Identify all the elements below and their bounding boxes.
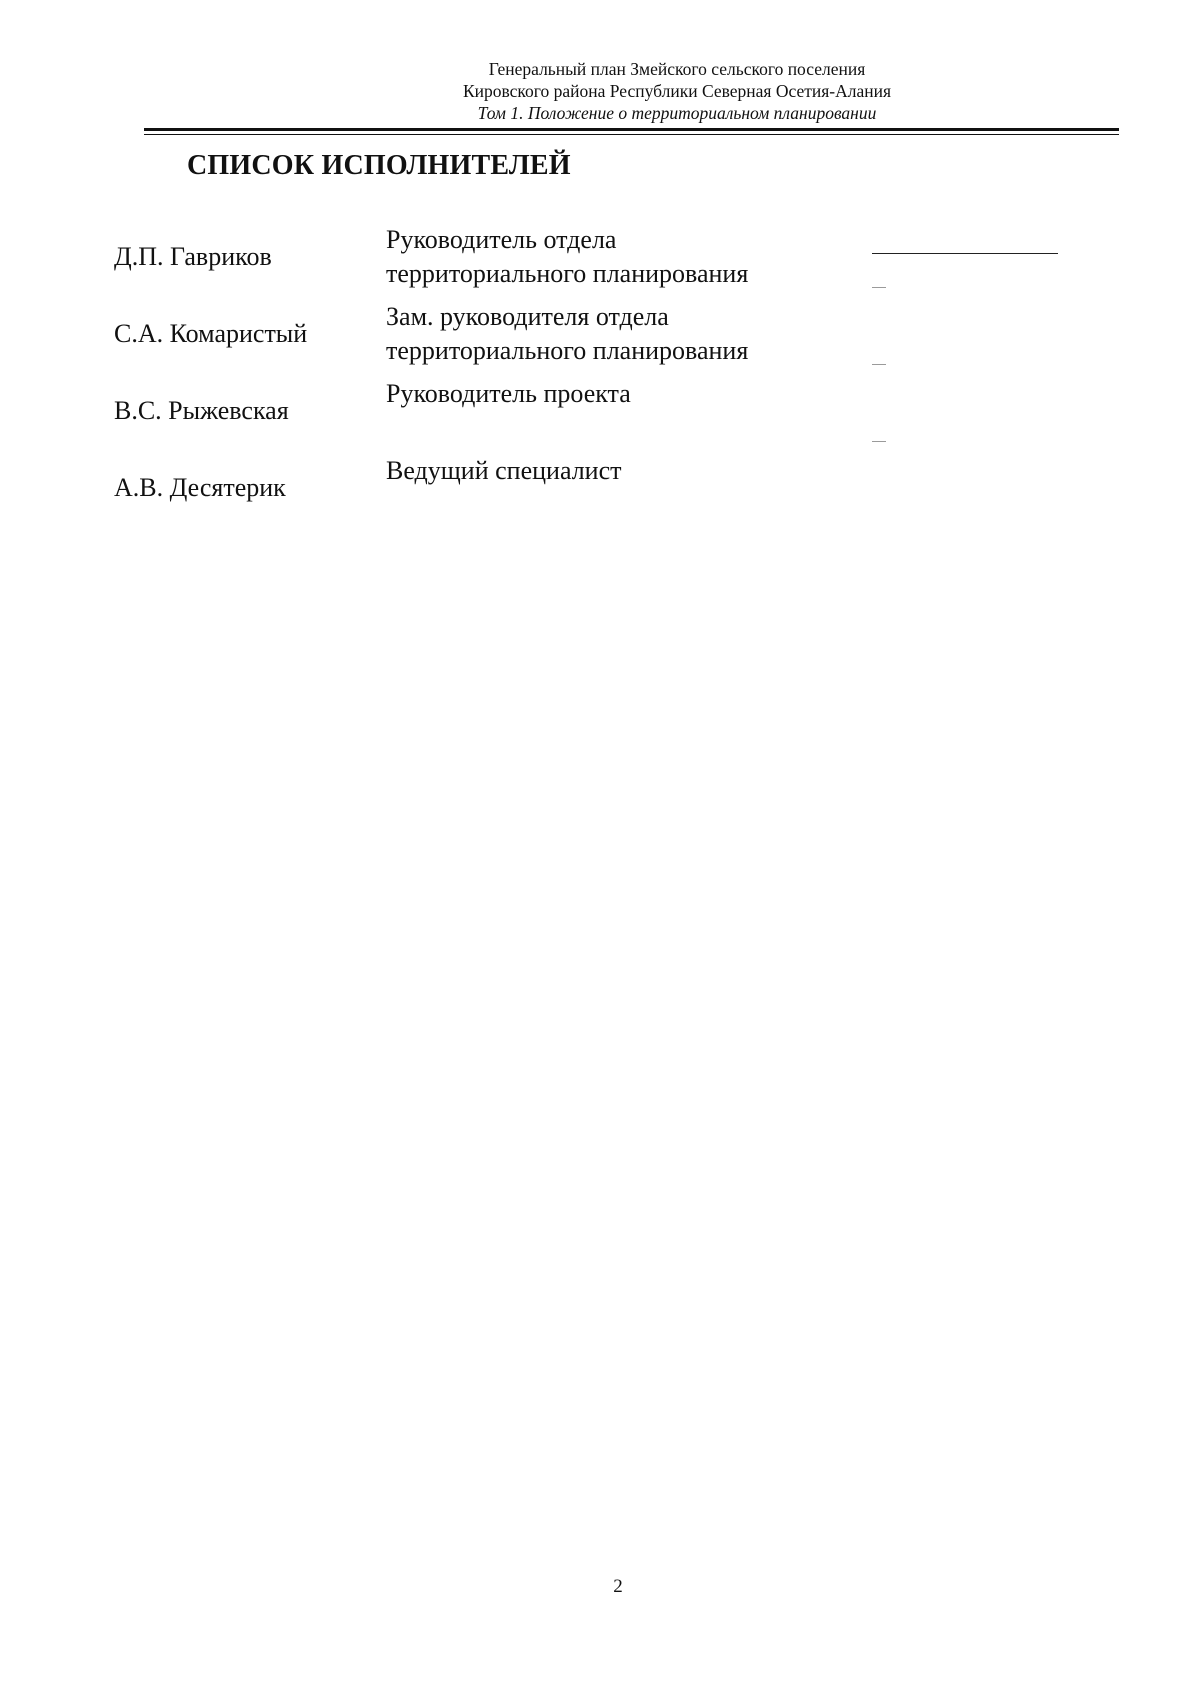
signature-line [872,253,1058,254]
executor-role [386,223,748,291]
executor-row [0,300,1200,378]
executor-role-line-2: территориального планирования [386,259,749,288]
executor-row [0,377,1200,455]
executor-name: А.В. Десятерик [114,473,286,502]
header-rule-thick [144,128,1119,131]
signature-dash [872,364,886,365]
executor-role-line-2: территориального планирования [386,336,749,365]
signature-dash [872,441,886,442]
page-title: СПИСОК ИСПОЛНИТЕЛЕЙ [187,150,571,181]
executor-role [386,300,748,368]
executor-name: В.С. Рыжевская [114,396,289,425]
header-line-3: Том 1. Положение о территориальном планировании [477,103,877,123]
signature-dash [872,287,886,288]
executor-role-line-1: Руководитель отдела [386,225,617,254]
running-header [190,58,1164,124]
executor-name: Д.П. Гавриков [114,242,272,271]
header-line-2: Кировского района Республики Северная Осетия-Алания [462,81,892,101]
executor-name: С.А. Комаристый [114,319,308,348]
executor-role [386,377,631,411]
executor-role [386,454,622,488]
executor-role-line-1: Ведущий специалист [386,456,622,485]
header-line-1: Генеральный план Змейского сельского поселения [488,59,866,79]
executor-row [0,223,1200,301]
header-rule-thin [144,134,1119,135]
executor-row [0,454,1200,532]
executor-role-line-1: Зам. руководителя отдела [386,302,669,331]
executor-role-line-1: Руководитель проекта [386,379,631,408]
page-number: 2 [613,1576,623,1597]
